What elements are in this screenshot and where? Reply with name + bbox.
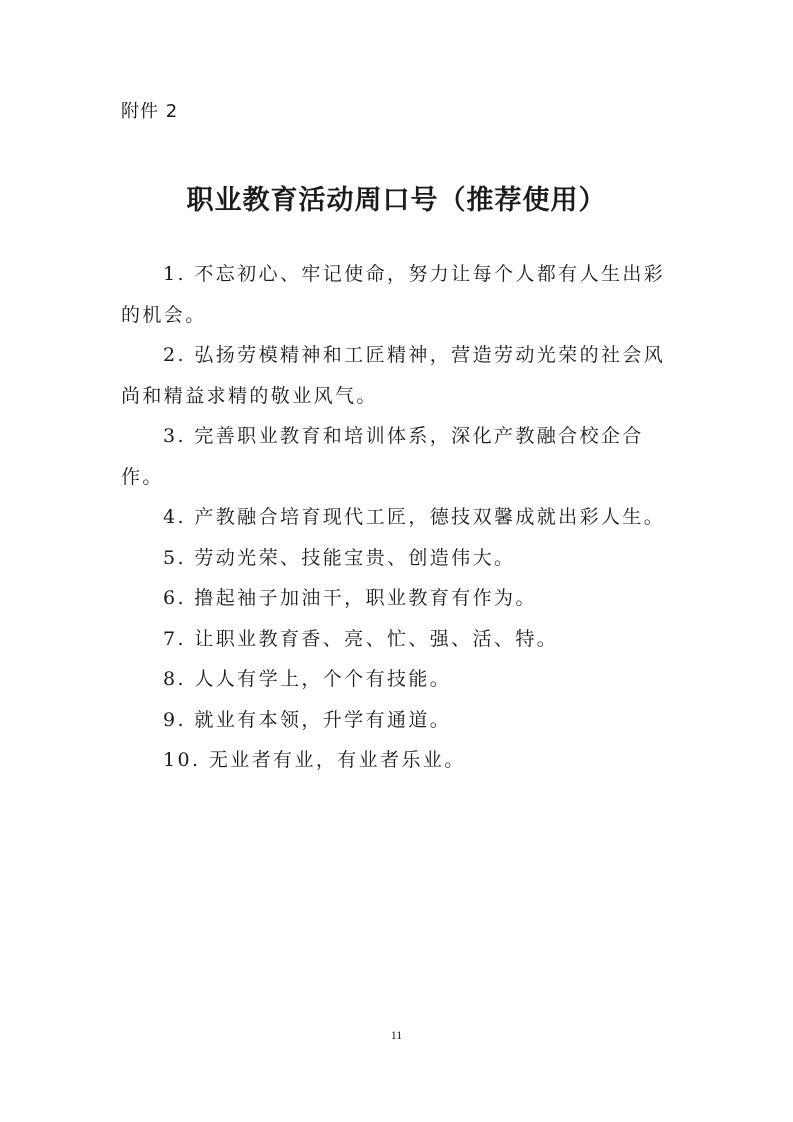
slogan-list xyxy=(121,254,677,781)
page-number: 11 xyxy=(390,1028,403,1042)
slogan-item-4: 4. 产教融合培育现代工匠，德技双馨成就出彩人生。 xyxy=(163,506,666,528)
slogan-item-7: 7. 让职业教育香、亮、忙、强、活、特。 xyxy=(163,627,559,650)
attachment-label: 附件 2 xyxy=(121,101,179,122)
slogan-item-1: 1. 不忘初心、牢记使命，努力让每个人都有人生出彩的机会。 xyxy=(121,263,666,326)
slogan-item-8: 8. 人人有学上，个个有技能。 xyxy=(163,668,452,690)
slogan-item-2: 2. 弘扬劳模精神和工匠精神，营造劳动光荣的社会风尚和精益求精的敬业风气。 xyxy=(121,344,666,407)
slogan-item-5: 5. 劳动光荣、技能宝贵、创造伟大。 xyxy=(163,546,516,569)
document-title: 职业教育活动周口号（推荐使用） xyxy=(186,185,607,216)
slogan-item-10: 10. 无业者有业，有业者乐业。 xyxy=(163,749,466,771)
slogan-item-9: 9. 就业有本领，升学有通道。 xyxy=(163,708,452,731)
slogan-item-6: 6. 撸起袖子加油干，职业教育有作为。 xyxy=(163,587,537,609)
slogan-item-3: 3. 完善职业教育和培训体系，深化产教融合校企合作。 xyxy=(121,425,644,488)
